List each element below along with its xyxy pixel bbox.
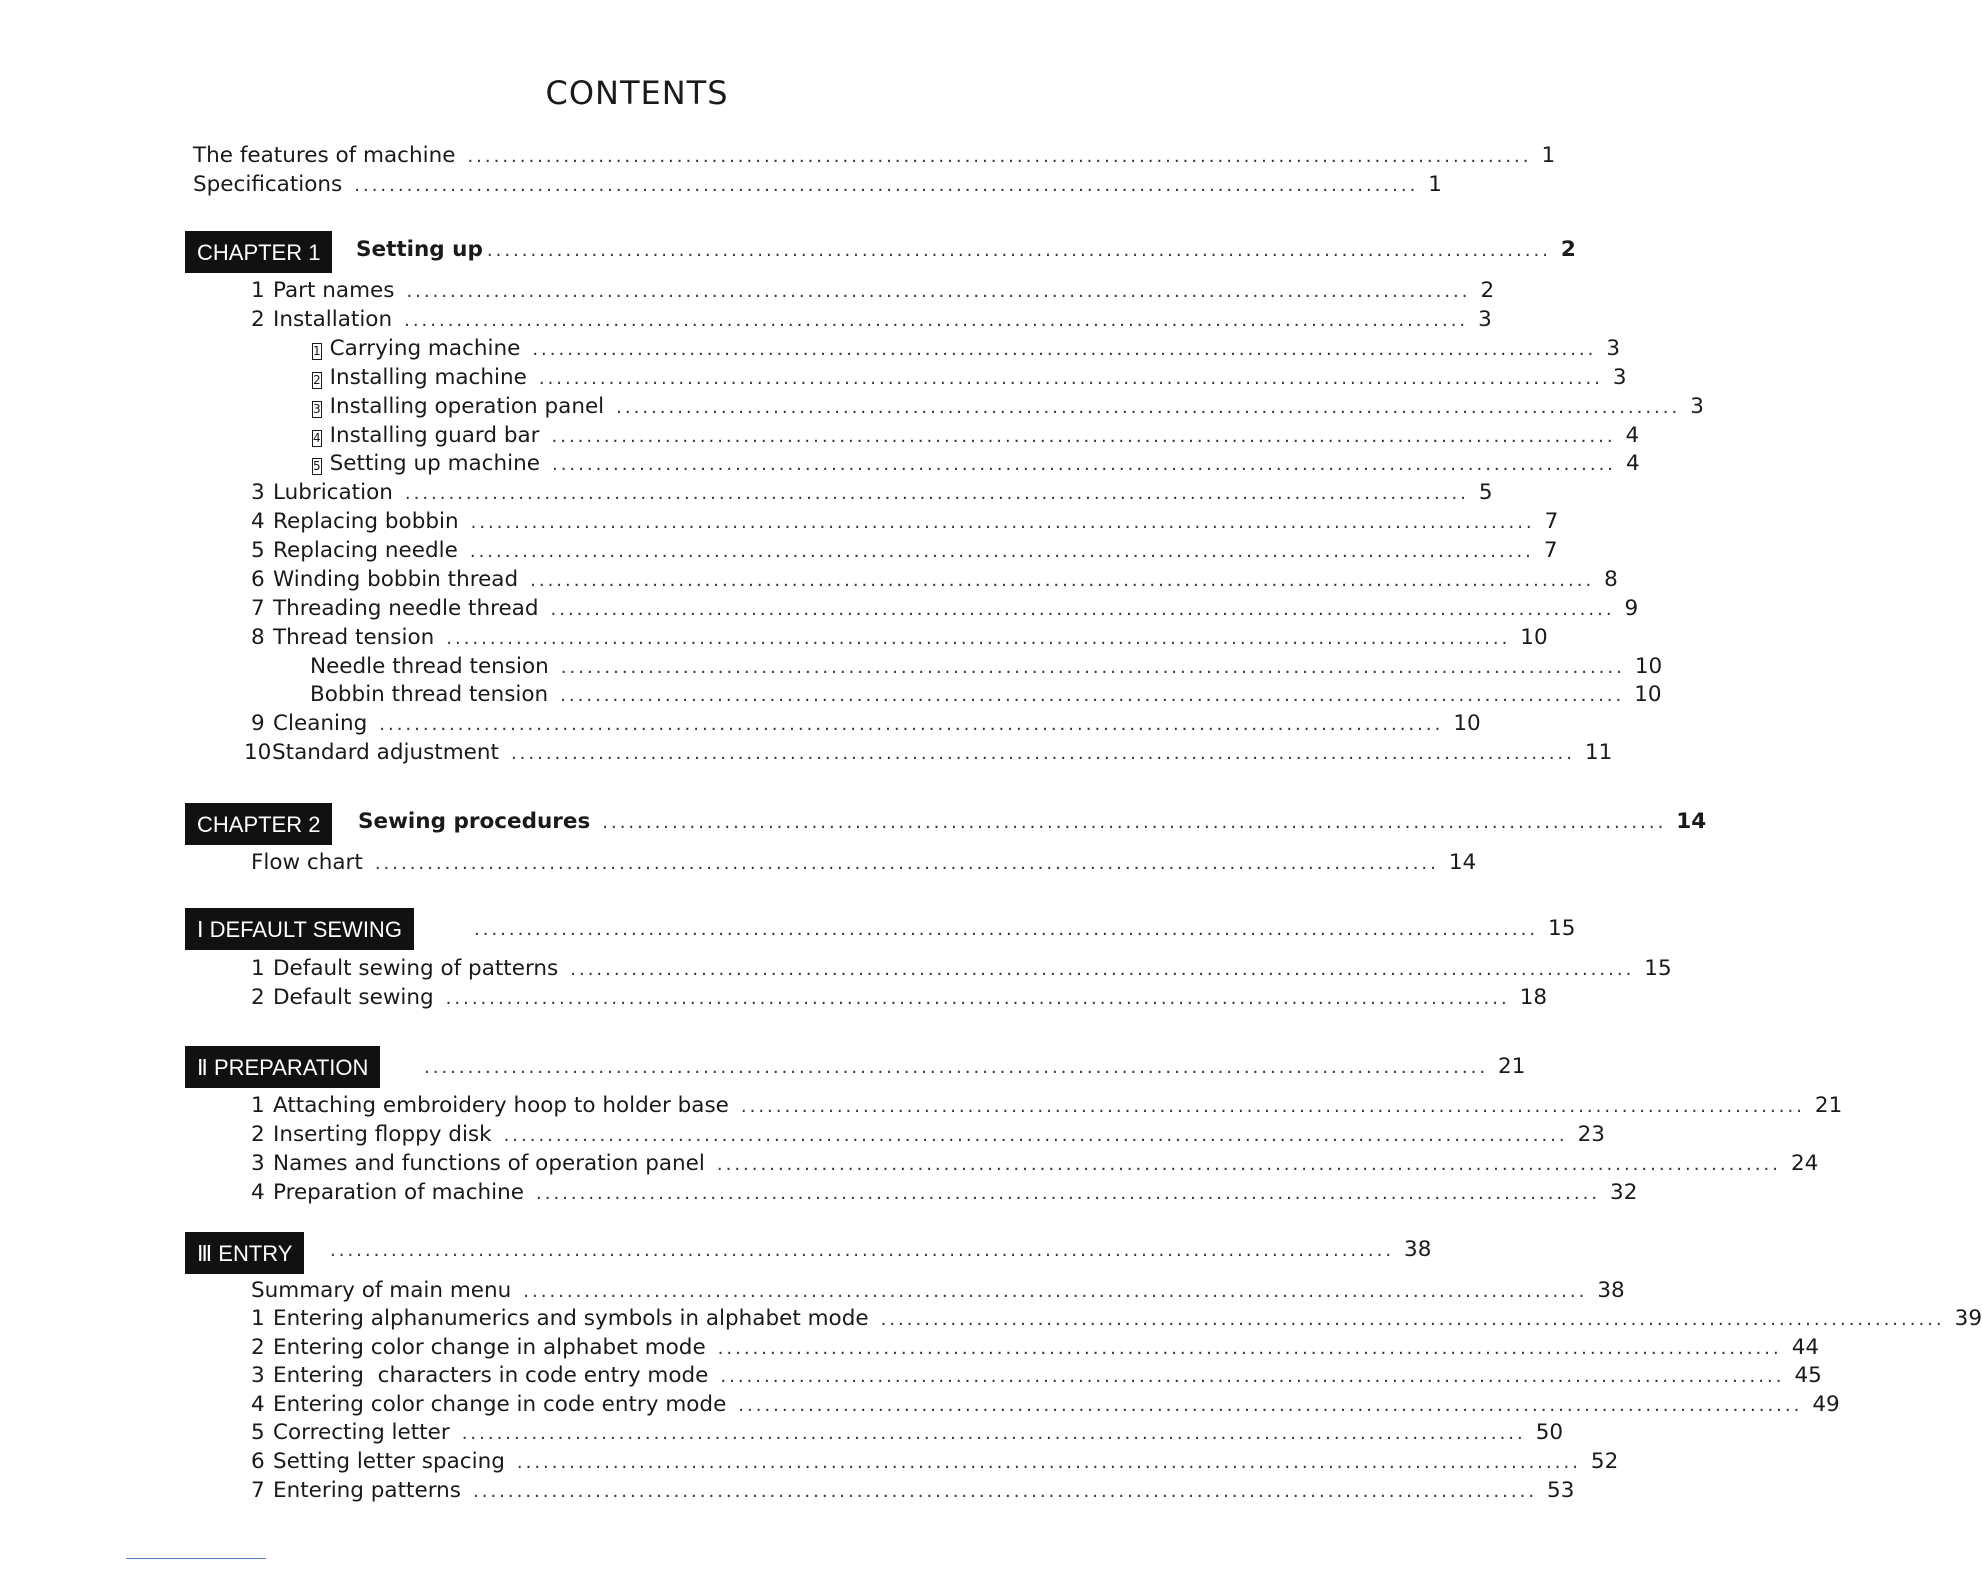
- dot-leader: ..........................................................................................................................: [720, 1366, 1785, 1387]
- toc-entry[interactable]: 7 Threading needle thread .......................................................................................................................... 9: [251, 595, 1072, 623]
- toc-entry[interactable]: 1 Attaching embroidery hoop to holder base .......................................................................................................................... 21: [251, 1092, 1072, 1120]
- dot-leader: ..........................................................................................................................: [551, 426, 1616, 447]
- toc-entry[interactable]: 8 Thread tension .......................................................................................................................... 10: [251, 624, 1072, 652]
- toc-entry[interactable]: Summary of main menu .......................................................................................................................... 38: [251, 1277, 1072, 1305]
- toc-entry[interactable]: 4 Installing guard bar .......................................................................................................................... 4: [312, 422, 1072, 450]
- toc-entry[interactable]: 2 Installing machine .......................................................................................................................... 3: [312, 364, 1072, 392]
- dot-leader: ..........................................................................................................................: [467, 146, 1532, 167]
- toc-entry[interactable]: 6 Setting letter spacing .......................................................................................................................... 52: [251, 1448, 1072, 1476]
- toc-entry[interactable]: 1 Carrying machine .......................................................................................................................... 3: [312, 335, 1072, 363]
- dot-leader: ..........................................................................................................................: [374, 853, 1439, 874]
- section-1-badge: Ⅰ DEFAULT SEWING: [185, 908, 414, 950]
- dot-leader: ..........................................................................................................................: [510, 743, 1575, 764]
- dot-leader: ..........................................................................................................................: [740, 1096, 1805, 1117]
- dot-leader: ..........................................................................................................................: [445, 988, 1510, 1009]
- toc-entry[interactable]: 3 Lubrication .......................................................................................................................... 5: [251, 479, 1072, 507]
- dot-leader: ..........................................................................................................................: [470, 512, 1535, 533]
- toc-entry[interactable]: 3 Installing operation panel .......................................................................................................................... 3: [312, 393, 1072, 421]
- dot-leader: ..........................................................................................................................: [330, 1240, 1395, 1261]
- chapter-2-badge: CHAPTER 2: [185, 803, 332, 845]
- toc-entry[interactable]: 6 Winding bobbin thread .......................................................................................................................... 8: [251, 566, 1072, 594]
- dot-leader: ..........................................................................................................................: [461, 1423, 1526, 1444]
- chapter-1-badge: CHAPTER 1: [185, 231, 332, 273]
- dot-leader: ..........................................................................................................................: [538, 368, 1603, 389]
- dot-leader: ..........................................................................................................................: [880, 1309, 1945, 1330]
- toc-entry[interactable]: 3 Names and functions of operation panel .......................................................................................................................... 24: [251, 1150, 1072, 1178]
- chapter-2-heading[interactable]: Sewing procedures .......................................................................................................................... 14: [358, 808, 1072, 836]
- toc-entry[interactable]: 4 Preparation of machine .......................................................................................................................... 32: [251, 1179, 1072, 1207]
- dot-leader: ..........................................................................................................................: [473, 1481, 1538, 1502]
- section-3-heading[interactable]: .......................................................................................................................... 38: [318, 1236, 1072, 1264]
- dot-leader: ..........................................................................................................................: [474, 919, 1539, 940]
- section-3-badge: Ⅲ ENTRY: [185, 1232, 304, 1274]
- dot-leader: ..........................................................................................................................: [404, 310, 1469, 331]
- dot-leader: ..........................................................................................................................: [532, 339, 1597, 360]
- section-1-heading[interactable]: .......................................................................................................................... 15: [462, 915, 1072, 943]
- scan-underline: [126, 1558, 266, 1559]
- dot-leader: ..........................................................................................................................: [469, 541, 1534, 562]
- dot-leader: ..........................................................................................................................: [516, 1452, 1581, 1473]
- page-title: CONTENTS: [545, 74, 729, 112]
- toc-entry[interactable]: 3 Entering characters in code entry mode .......................................................................................................................... 45: [251, 1362, 1072, 1390]
- toc-entry[interactable]: The features of machine .......................................................................................................................... 1: [193, 142, 1072, 170]
- dot-leader: ..........................................................................................................................: [570, 959, 1635, 980]
- toc-entry[interactable]: 1 Part names .......................................................................................................................... 2: [251, 277, 1072, 305]
- toc-entry[interactable]: 7 Entering patterns .......................................................................................................................... 53: [251, 1477, 1072, 1505]
- dot-leader: ..........................................................................................................................: [550, 599, 1615, 620]
- toc-entry[interactable]: 1 Entering alphanumerics and symbols in alphabet mode .......................................................................................................................... 39: [251, 1305, 1072, 1333]
- dot-leader: ..........................................................................................................................: [354, 175, 1419, 196]
- dot-leader: ..........................................................................................................................: [446, 628, 1511, 649]
- dot-leader: ..........................................................................................................................: [602, 812, 1667, 833]
- section-2-badge: Ⅱ PREPARATION: [185, 1046, 380, 1088]
- dot-leader: ..........................................................................................................................: [379, 714, 1444, 735]
- chapter-1-heading[interactable]: Setting up .......................................................................................................................... 2: [356, 236, 1072, 264]
- boxed-number: 4: [313, 431, 321, 445]
- toc-entry[interactable]: Needle thread tension .......................................................................................................................... 10: [310, 653, 1072, 681]
- dot-leader: ..........................................................................................................................: [536, 1183, 1601, 1204]
- dot-leader: ..........................................................................................................................: [738, 1395, 1803, 1416]
- dot-leader: ..........................................................................................................................: [551, 454, 1617, 475]
- boxed-number: 3: [313, 402, 321, 416]
- toc-entry[interactable]: 1 Default sewing of patterns .......................................................................................................................... 15: [251, 955, 1072, 983]
- toc-entry[interactable]: 5 Replacing needle .......................................................................................................................... 7: [251, 537, 1072, 565]
- dot-leader: ..........................................................................................................................: [486, 240, 1551, 261]
- dot-leader: ..........................................................................................................................: [717, 1338, 1782, 1359]
- section-2-heading[interactable]: .......................................................................................................................... 21: [412, 1053, 1072, 1081]
- toc-entry[interactable]: 5 Setting up machine .......................................................................................................................... 4: [312, 450, 1072, 478]
- toc-entry[interactable]: 2 Entering color change in alphabet mode .......................................................................................................................... 44: [251, 1334, 1072, 1362]
- dot-leader: ..........................................................................................................................: [523, 1281, 1588, 1302]
- toc-entry[interactable]: 2 Inserting floppy disk .......................................................................................................................... 23: [251, 1121, 1072, 1149]
- boxed-number: 2: [313, 373, 321, 387]
- dot-leader: ..........................................................................................................................: [616, 397, 1681, 418]
- toc-entry[interactable]: 10 Standard adjustment .......................................................................................................................... 11: [244, 739, 1072, 767]
- dot-leader: ..........................................................................................................................: [406, 281, 1471, 302]
- toc-entry[interactable]: Bobbin thread tension .......................................................................................................................... 10: [310, 681, 1072, 709]
- toc-entry[interactable]: 2 Default sewing .......................................................................................................................... 18: [251, 984, 1072, 1012]
- dot-leader: ..........................................................................................................................: [560, 685, 1625, 706]
- dot-leader: ..........................................................................................................................: [560, 657, 1625, 678]
- dot-leader: ..........................................................................................................................: [404, 483, 1469, 504]
- dot-leader: ..........................................................................................................................: [424, 1057, 1489, 1078]
- dot-leader: ..........................................................................................................................: [530, 570, 1595, 591]
- toc-entry[interactable]: 4 Replacing bobbin .......................................................................................................................... 7: [251, 508, 1072, 536]
- toc-entry[interactable]: Flow chart .......................................................................................................................... 14: [251, 849, 1072, 877]
- toc-entry[interactable]: Specifications .......................................................................................................................... 1: [193, 171, 1072, 199]
- toc-entry[interactable]: 2 Installation .......................................................................................................................... 3: [251, 306, 1072, 334]
- boxed-number: 1: [313, 344, 321, 358]
- toc-entry[interactable]: 9 Cleaning .......................................................................................................................... 10: [251, 710, 1072, 738]
- toc-entry[interactable]: 5 Correcting letter .......................................................................................................................... 50: [251, 1419, 1072, 1447]
- boxed-number: 5: [313, 459, 321, 473]
- dot-leader: ..........................................................................................................................: [503, 1125, 1568, 1146]
- toc-entry[interactable]: 4 Entering color change in code entry mode .......................................................................................................................... 49: [251, 1391, 1072, 1419]
- dot-leader: ..........................................................................................................................: [716, 1154, 1781, 1175]
